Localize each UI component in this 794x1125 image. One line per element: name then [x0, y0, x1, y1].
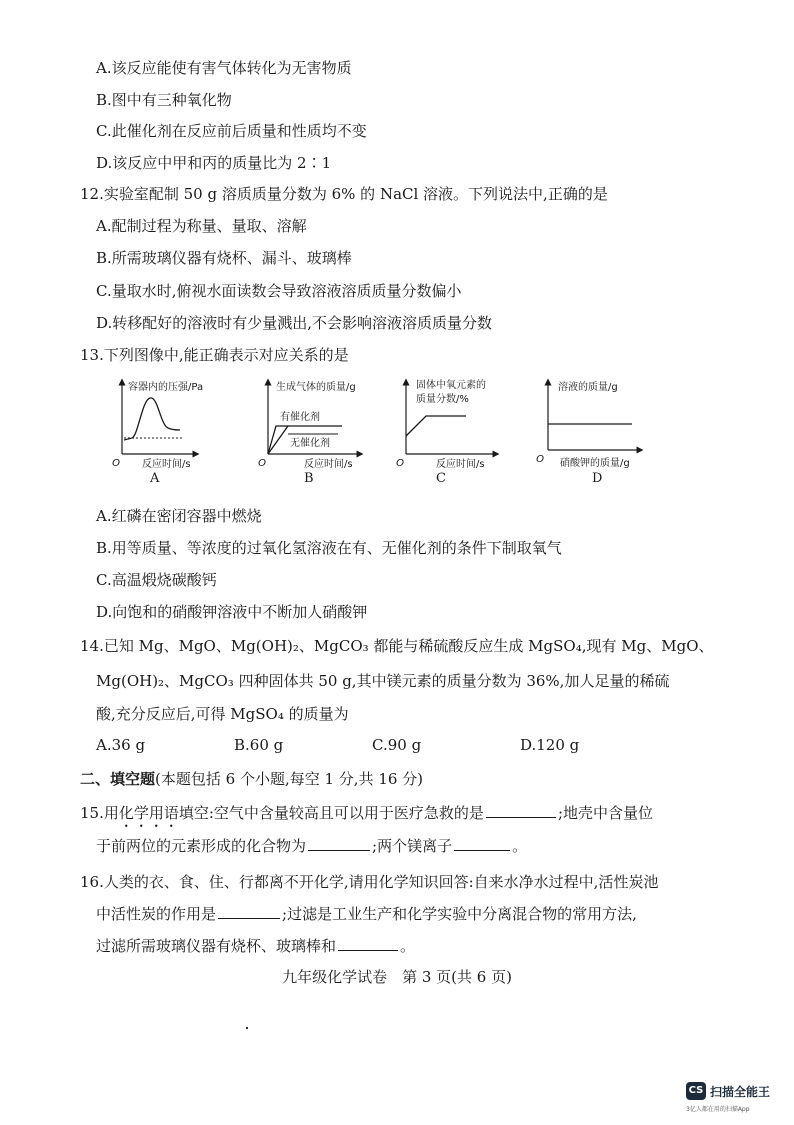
graph-c-origin: O: [396, 458, 404, 469]
q14-line1: 14.已知 Mg、MgO、Mg(OH)₂、MgCO₃ 都能与稀硫酸反应生成 MgSO₄,现有 Mg、MgO、: [80, 637, 714, 655]
q15-text-b: ;地壳中含量位: [557, 804, 653, 822]
graph-b-curve-no-catalyst: [268, 426, 288, 454]
q16-line2: [96, 904, 704, 924]
camscanner-logo-icon: CS: [686, 1082, 706, 1100]
q13-stem: 13.下列图像中,能正确表示对应关系的是: [80, 346, 349, 364]
graph-a-xlabel: 反应时间/s: [142, 459, 191, 470]
q16-line1: 16.人类的衣、食、住、行都离不开化学,请用化学知识回答:自来水净水过程中,活性炭池: [80, 873, 659, 891]
graph-b-origin: O: [258, 458, 266, 469]
q15-line1: [80, 803, 704, 831]
q16-text-e: 。: [400, 937, 416, 955]
graph-d-xlabel: 硝酸钾的质量/g: [560, 458, 630, 469]
graph-c-ylabel1: 固体中氧元素的: [416, 380, 486, 391]
q12-option-c: C.量取水时,俯视水面读数会导致溶液溶质质量分数偏小: [96, 282, 462, 300]
q11-option-b: B.图中有三种氧化物: [96, 91, 232, 109]
q11-option-c: C.此催化剂在反应前后质量和性质均不变: [96, 122, 367, 140]
q12-option-a: A.配制过程为称量、量取、溶解: [96, 217, 307, 235]
q14-choice-a: A.36 g: [96, 736, 146, 754]
q14-line3: 酸,充分反应后,可得 MgSO₄ 的质量为: [96, 705, 349, 723]
q12-option-d: D.转移配好的溶液时有少量溅出,不会影响溶液溶质质量分数: [96, 314, 493, 332]
graph-c-xlabel: 反应时间/s: [436, 459, 485, 470]
q15-blank-1[interactable]: [486, 803, 556, 818]
graph-b-xlabel: 反应时间/s: [304, 459, 353, 470]
q15-blank-2[interactable]: [308, 836, 370, 851]
graph-b-letter: B: [304, 471, 314, 486]
q14-choice-c: C.90 g: [372, 736, 422, 754]
q16-text-b: 中活性炭的作用是: [96, 905, 217, 923]
q14-line2: Mg(OH)₂、MgCO₃ 四种固体共 50 g,其中镁元素的质量分数为 36%,加人足量的稀硫: [96, 672, 670, 690]
q15-text-a: 填空:空气中含量较高且可以用于医疗急救的是: [178, 804, 484, 822]
graph-a: [112, 380, 203, 486]
camscanner-watermark: [686, 1082, 786, 1118]
q16-text-d: 过滤所需玻璃仪器有烧杯、玻璃棒和: [96, 937, 337, 955]
section2-heading: [80, 769, 704, 789]
q13-option-a: A.红磷在密闭容器中燃烧: [96, 507, 262, 525]
graph-c-ylabel2: 质量分数/%: [416, 394, 469, 405]
graph-c-letter: C: [436, 471, 446, 486]
graph-b: [258, 380, 360, 486]
watermark-title: 扫描全能王: [710, 1085, 771, 1099]
q13-option-b: B.用等质量、等浓度的过氧化氢溶液在有、无催化剂的条件下制取氧气: [96, 539, 562, 557]
graph-d: [536, 380, 640, 486]
graph-a-ylabel: 容器内的压强/Pa: [128, 382, 204, 393]
graph-d-origin: O: [536, 454, 544, 465]
q11-option-d: D.该反应中甲和丙的质量比为 2∶1: [96, 154, 332, 172]
graph-b-ylabel: 生成气体的质量/g: [276, 382, 356, 393]
graph-a-origin: O: [112, 458, 120, 469]
section2-note: (本题包括 6 个小题,每空 1 分,共 16 分): [155, 770, 424, 788]
page-footer: 九年级化学试卷 第 3 页(共 6 页): [282, 968, 512, 986]
q15-text-d: ;两个镁离子: [372, 837, 453, 855]
q15-blank-3[interactable]: [454, 836, 510, 851]
q14-choice-d: D.120 g: [520, 736, 580, 754]
q14-choices: [96, 736, 696, 756]
graph-a-curve: [124, 398, 180, 440]
graph-c: [396, 378, 496, 486]
scan-speck: [246, 1027, 248, 1029]
q11-option-a: A.该反应能使有害气体转化为无害物质: [96, 59, 352, 77]
q15-text-e: 。: [512, 837, 528, 855]
q13-graphs-svg: [100, 378, 660, 488]
graph-c-curve: [406, 416, 466, 436]
graph-d-letter: D: [592, 471, 603, 486]
graph-b-curve1-label: 有催化剂: [280, 412, 320, 423]
q13-graphs: [100, 378, 660, 488]
q12-stem: 12.实验室配制 50 g 溶质质量分数为 6% 的 NaCl 溶液。下列说法中,正确的是: [80, 185, 608, 203]
graph-d-ylabel: 溶液的质量/g: [558, 382, 618, 393]
watermark-subtitle: 3亿人都在用的扫描App: [686, 1106, 750, 1113]
q16-text-c: ;过滤是工业生产和化学实验中分离混合物的常用方法,: [282, 905, 637, 923]
q12-option-b: B.所需玻璃仪器有烧杯、漏斗、玻璃棒: [96, 249, 352, 267]
q16-blank-1[interactable]: [218, 904, 280, 919]
q13-option-d: D.向饱和的硝酸钾溶液中不断加人硝酸钾: [96, 603, 368, 621]
section2-title: 二、填空题: [80, 770, 156, 788]
graph-a-letter: A: [150, 471, 160, 486]
graph-b-curve2-label: 无催化剂: [290, 438, 330, 449]
q15-text-c: 于前两位的元素形成的化合物为: [96, 837, 307, 855]
q13-option-c: C.高温煅烧碳酸钙: [96, 571, 217, 589]
q15-emph: 化学用语: [118, 804, 179, 822]
q14-choice-b: B.60 g: [234, 736, 284, 754]
q15-line2: [96, 836, 704, 856]
q16-blank-2[interactable]: [338, 936, 398, 951]
q16-line3: [96, 936, 704, 956]
q15-num: 15.用: [80, 804, 119, 822]
